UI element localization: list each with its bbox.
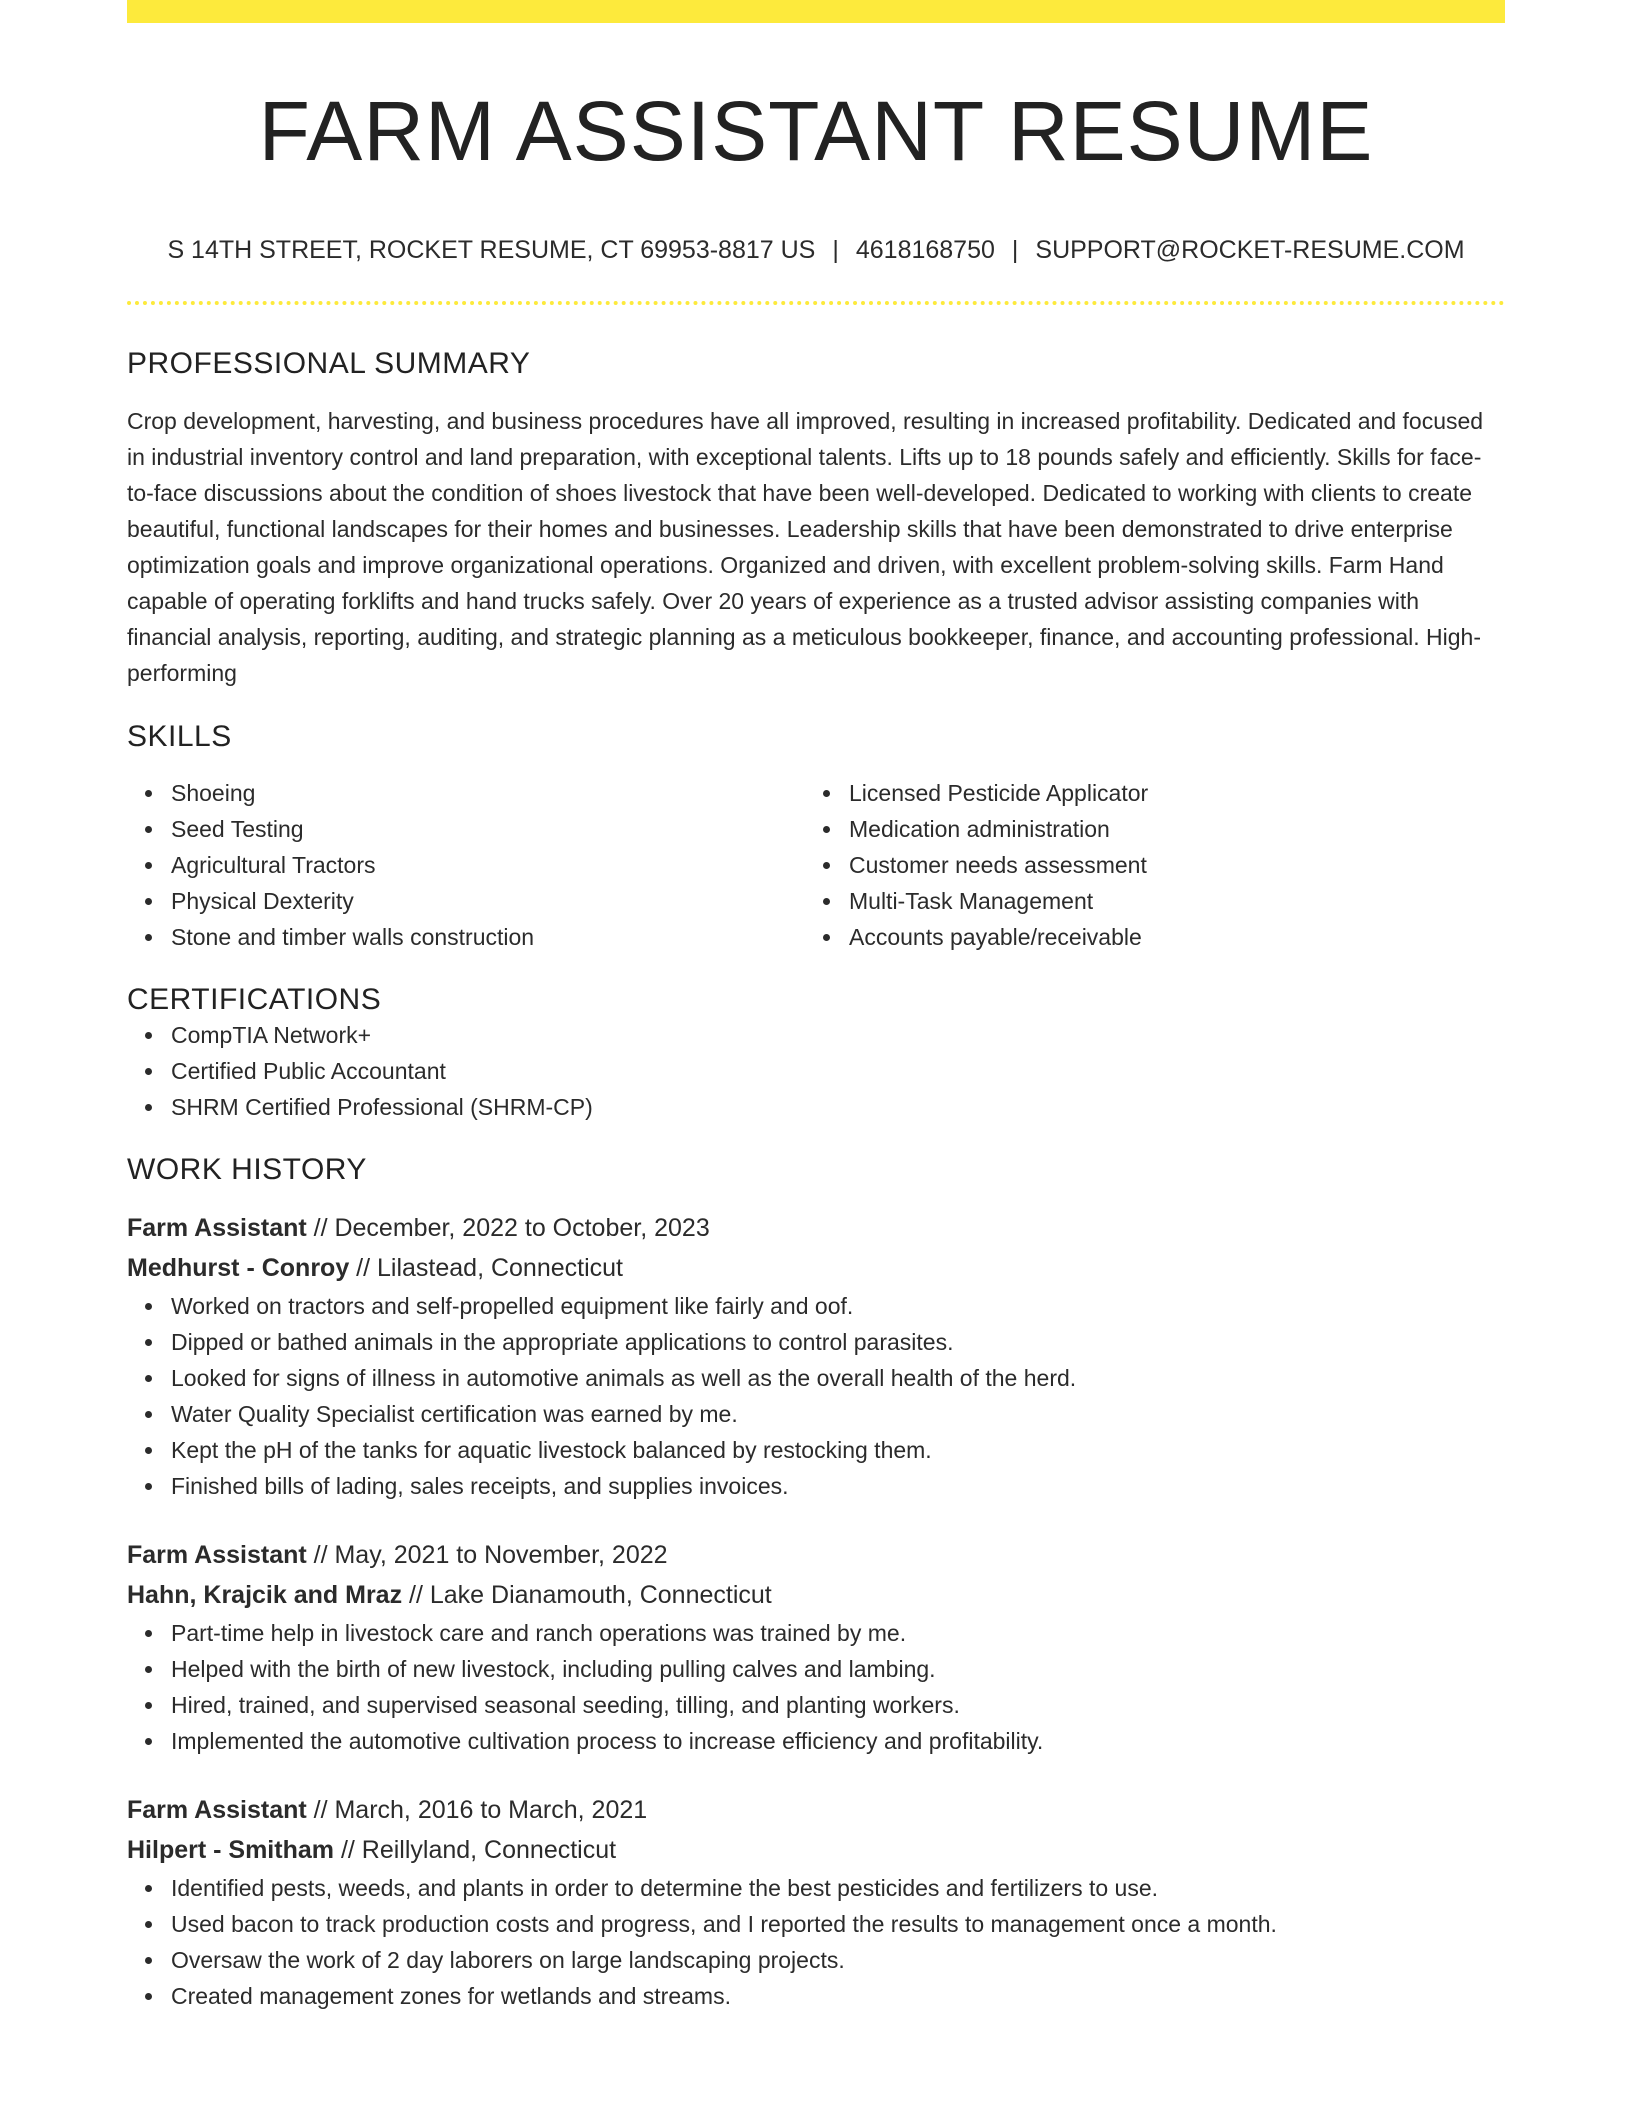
job-company-line: [127, 1575, 1505, 1615]
skill-item: Physical Dexterity: [171, 883, 805, 919]
certification-item: SHRM Certified Professional (SHRM-CP): [171, 1089, 1505, 1125]
job-duty-item: Hired, trained, and supervised seasonal seeding, tilling, and planting workers.: [171, 1687, 1505, 1723]
certification-item: CompTIA Network+: [171, 1017, 1505, 1053]
skill-item: Stone and timber walls construction: [171, 919, 805, 955]
job-company-line: [127, 1248, 1505, 1288]
job-title: Farm Assistant: [127, 1541, 307, 1570]
resume-page: [127, 0, 1505, 2014]
skill-item: Licensed Pesticide Applicator: [849, 775, 1483, 811]
skill-item: Shoeing: [171, 775, 805, 811]
skill-item: Multi-Task Management: [849, 883, 1483, 919]
dotted-divider: [127, 301, 1505, 305]
skills-list-left: [127, 775, 805, 955]
job-duty-item: Finished bills of lading, sales receipts, and supplies invoices.: [171, 1468, 1505, 1504]
job-duties-list: [127, 1288, 1505, 1504]
job-duty-item: Worked on tractors and self-propelled equipment like fairly and oof.: [171, 1288, 1505, 1324]
job-duty-item: Helped with the birth of new livestock, including pulling calves and lambing.: [171, 1651, 1505, 1687]
certification-item: Certified Public Accountant: [171, 1053, 1505, 1089]
skills-column-left: [127, 775, 805, 955]
job-title-line: [127, 1535, 1505, 1575]
skills-column-right: [805, 775, 1483, 955]
job-company: Hilpert - Smitham: [127, 1836, 334, 1865]
job-duty-item: Implemented the automotive cultivation process to increase efficiency and profitability.: [171, 1723, 1505, 1759]
job-title: Farm Assistant: [127, 1214, 307, 1243]
job-title-line: [127, 1208, 1505, 1248]
job-duty-item: Water Quality Specialist certification was earned by me.: [171, 1396, 1505, 1432]
certifications-list: [127, 1017, 1505, 1125]
contact-separator: |: [1011, 236, 1019, 265]
job-location: // Reillyland, Connecticut: [340, 1836, 617, 1865]
skill-item: Agricultural Tractors: [171, 847, 805, 883]
job-duty-item: Used bacon to track production costs and progress, and I reported the results to management once a month.: [171, 1906, 1505, 1942]
contact-line: [127, 235, 1505, 265]
job-dates: // December, 2022 to October, 2023: [313, 1214, 710, 1243]
accent-top-bar: [127, 0, 1505, 23]
job-dates: // March, 2016 to March, 2021: [313, 1796, 648, 1825]
job-company: Hahn, Krajcik and Mraz: [127, 1581, 403, 1610]
job-duties-list: [127, 1870, 1505, 2014]
job-duties-list: [127, 1615, 1505, 1759]
job-duty-item: Created management zones for wetlands and streams.: [171, 1978, 1505, 2014]
skills-grid: [127, 775, 1505, 955]
job-company-line: [127, 1830, 1505, 1870]
contact-separator: |: [832, 236, 839, 265]
resume-title: FARM ASSISTANT RESUME: [258, 84, 1374, 178]
skills-heading: SKILLS: [127, 720, 232, 754]
skill-item: Medication administration: [849, 811, 1483, 847]
job-duty-item: Part-time help in livestock care and ranch operations was trained by me.: [171, 1615, 1505, 1651]
skill-item: Accounts payable/receivable: [849, 919, 1483, 955]
skill-item: Customer needs assessment: [849, 847, 1483, 883]
contact-email: SUPPORT@ROCKET-RESUME.COM: [1035, 236, 1465, 265]
contact-phone: 4618168750: [855, 236, 995, 265]
skills-list-right: [805, 775, 1483, 955]
job-duty-item: Oversaw the work of 2 day laborers on large landscaping projects.: [171, 1942, 1505, 1978]
job-title: Farm Assistant: [127, 1796, 307, 1825]
job-duty-item: Identified pests, weeds, and plants in order to determine the best pesticides and fertilizers to use.: [171, 1870, 1505, 1906]
work-history-heading: WORK HISTORY: [127, 1153, 367, 1187]
job-entry: [127, 1535, 1505, 1759]
skill-item: Seed Testing: [171, 811, 805, 847]
job-duty-item: Kept the pH of the tanks for aquatic livestock balanced by restocking them.: [171, 1432, 1505, 1468]
job-location: // Lilastead, Connecticut: [356, 1254, 623, 1283]
job-duty-item: Looked for signs of illness in automotive animals as well as the overall health of the herd.: [171, 1360, 1505, 1396]
summary-heading: PROFESSIONAL SUMMARY: [127, 347, 531, 381]
job-location: // Lake Dianamouth, Connecticut: [409, 1581, 772, 1610]
job-entry: [127, 1790, 1505, 2014]
job-entry: [127, 1208, 1505, 1504]
contact-address: S 14TH STREET, ROCKET RESUME, CT 69953-8817 US: [167, 236, 816, 265]
work-history-list: [127, 1208, 1505, 2014]
summary-text: Crop development, harvesting, and business procedures have all improved, resulting in increased profitability. Dedicated and focused in industrial inventory control and land preparation, with exceptional talents. Lifts up to 18 pounds safely and efficiently. Skills for face-to-face discussions about the condition of shoes livestock that have been well-developed. Dedicated to working with clients to create beautiful, functional landscapes for their homes and businesses. Leadership skills that have been demonstrated to drive enterprise optimization goals and improve organizational operations. Organized and driven, with excellent problem-solving skills. Farm Hand capable of operating forklifts and hand trucks safely. Over 20 years of experience as a trusted advisor assisting companies with financial analysis, reporting, auditing, and strategic planning as a meticulous bookkeeper, finance, and accounting professional. High-performing: [127, 408, 1484, 687]
job-title-line: [127, 1790, 1505, 1830]
job-dates: // May, 2021 to November, 2022: [313, 1541, 668, 1570]
certifications-heading: CERTIFICATIONS: [127, 983, 382, 1017]
job-company: Medhurst - Conroy: [127, 1254, 350, 1283]
job-duty-item: Dipped or bathed animals in the appropriate applications to control parasites.: [171, 1324, 1505, 1360]
